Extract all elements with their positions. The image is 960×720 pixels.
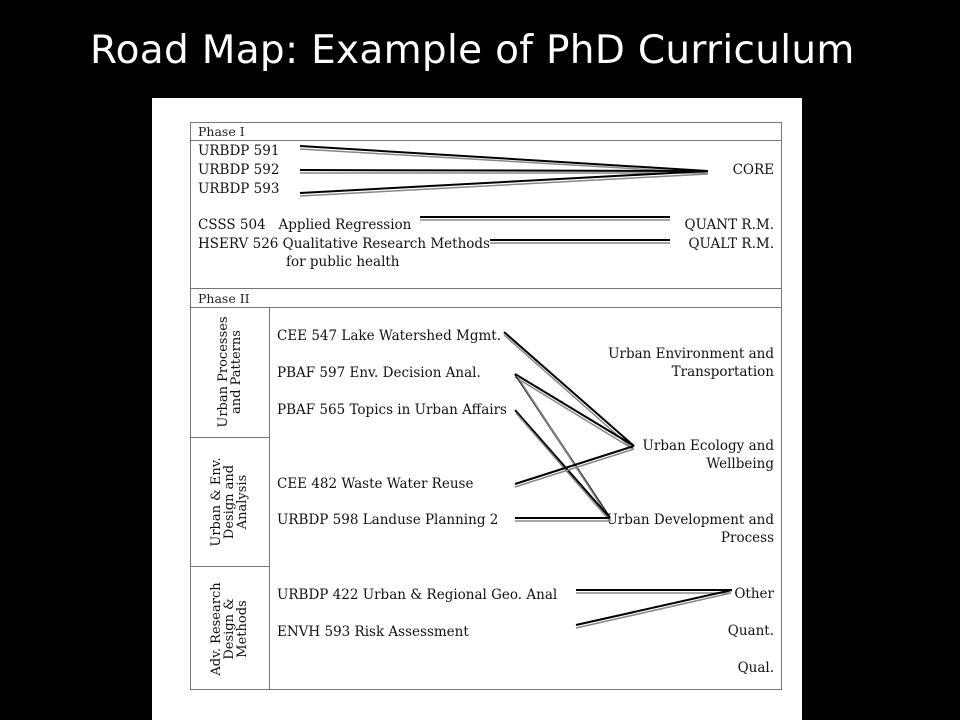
link-cee547-ecology-shadow [504, 335, 633, 449]
link-pbaf597-ecology [515, 374, 634, 446]
category-urban-env-design-line1: Urban & Env. [209, 457, 224, 547]
target-urban-ecology-line1: Urban Ecology and [642, 438, 774, 454]
slide-title: Road Map: Example of PhD Curriculum [90, 28, 855, 73]
category-adv-research-line2: Design & [222, 598, 237, 660]
target-qual: Qual. [737, 660, 774, 676]
link-envh593-other-shadow [576, 593, 731, 628]
course-urbdp591: URBDP 591 [198, 143, 280, 159]
target-urban-env-transport-line2: Transportation [671, 364, 774, 380]
target-qualt-rm: QUALT R.M. [688, 236, 774, 252]
curriculum-diagram [152, 98, 802, 720]
link-envh593-other [576, 590, 732, 625]
target-quant: Quant. [727, 623, 774, 639]
category-urban-processes-line2: and Patterns [229, 330, 244, 414]
target-urban-development-line2: Process [720, 530, 774, 546]
link-urbdp593-core-shadow [300, 174, 708, 196]
category-urban-env-design-line2: Design and [222, 464, 237, 540]
course-pbaf565: PBAF 565 Topics in Urban Affairs [277, 402, 507, 418]
course-urbdp593: URBDP 593 [198, 181, 280, 197]
link-urbdp593-core [300, 171, 708, 193]
target-core: CORE [732, 162, 774, 178]
link-urbdp591-core [300, 146, 708, 171]
target-quant-rm: QUANT R.M. [684, 217, 774, 233]
course-envh593: ENVH 593 Risk Assessment [277, 624, 469, 640]
category-urban-processes-line1: Urban Processes [216, 316, 231, 428]
link-urbdp592-core [300, 170, 708, 171]
category-adv-research-line3: Methods [235, 600, 250, 658]
course-hserv526: HSERV 526 Qualitative Research Methods [198, 236, 490, 252]
link-cee547-ecology [504, 332, 634, 446]
target-other: Other [734, 586, 774, 602]
course-pbaf597: PBAF 597 Env. Decision Anal. [277, 365, 481, 381]
link-pbaf565-development-shadow [516, 413, 610, 521]
course-csss504: CSSS 504 Applied Regression [198, 217, 412, 233]
connector-lines [152, 98, 802, 720]
link-pbaf597-ecology-shadow [515, 377, 633, 449]
target-urban-ecology-line2: Wellbeing [706, 456, 774, 472]
target-urban-development-line1: Urban Development and [606, 512, 774, 528]
category-urban-env-design-line3: Analysis [235, 474, 250, 530]
course-hserv526-cont: for public health [286, 254, 400, 270]
phase2-header: Phase II [198, 291, 250, 306]
category-adv-research-line1: Adv. Research [209, 582, 224, 676]
phase1-header: Phase I [198, 124, 245, 139]
link-pbaf597-development-shadow [517, 376, 611, 521]
course-urbdp598: URBDP 598 Landuse Planning 2 [277, 512, 499, 528]
course-urbdp592: URBDP 592 [198, 162, 280, 178]
target-urban-env-transport-line1: Urban Environment and [608, 346, 774, 362]
course-urbdp422: URBDP 422 Urban & Regional Geo. Anal [277, 587, 558, 603]
course-cee547: CEE 547 Lake Watershed Mgmt. [277, 328, 502, 344]
course-cee482: CEE 482 Waste Water Reuse [277, 476, 474, 492]
